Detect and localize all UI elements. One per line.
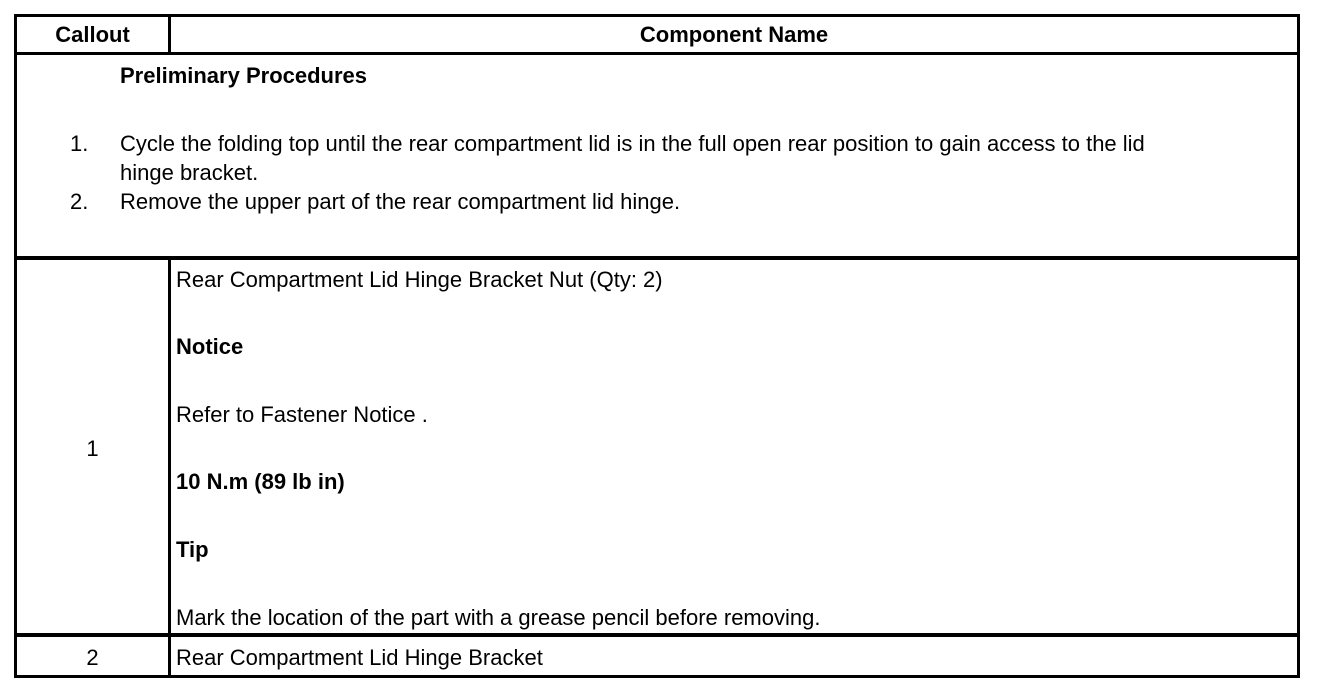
header-divider — [14, 52, 1300, 55]
step-number: 2. — [70, 189, 89, 214]
step-text: Remove the upper part of the rear compartment lid hinge. — [120, 189, 681, 214]
callout-number: 2 — [86, 645, 99, 670]
tip-label: Tip — [176, 537, 209, 562]
step-text-continued: hinge bracket. — [120, 160, 259, 185]
tip-text: Mark the location of the part with a grease pencil before removing. — [176, 605, 821, 630]
notice-label: Notice — [176, 334, 244, 359]
preliminary-divider — [14, 256, 1300, 260]
header-callout: Callout — [55, 22, 130, 47]
callout-number: 1 — [86, 436, 99, 461]
row1-divider — [14, 633, 1300, 637]
preliminary-title: Preliminary Procedures — [120, 63, 368, 88]
component-name: Rear Compartment Lid Hinge Bracket — [176, 645, 543, 670]
header-component-name: Component Name — [639, 22, 829, 47]
notice-text: Refer to Fastener Notice . — [176, 402, 428, 427]
step-number: 1. — [70, 131, 89, 156]
rows-column-divider — [168, 258, 171, 678]
component-name: Rear Compartment Lid Hinge Bracket Nut (Qty: 2) — [176, 267, 663, 292]
step-text: Cycle the folding top until the rear compartment lid is in the full open rear position to gain access to the lid — [120, 131, 1145, 156]
torque-spec: 10 N.m (89 lb in) — [176, 469, 345, 494]
